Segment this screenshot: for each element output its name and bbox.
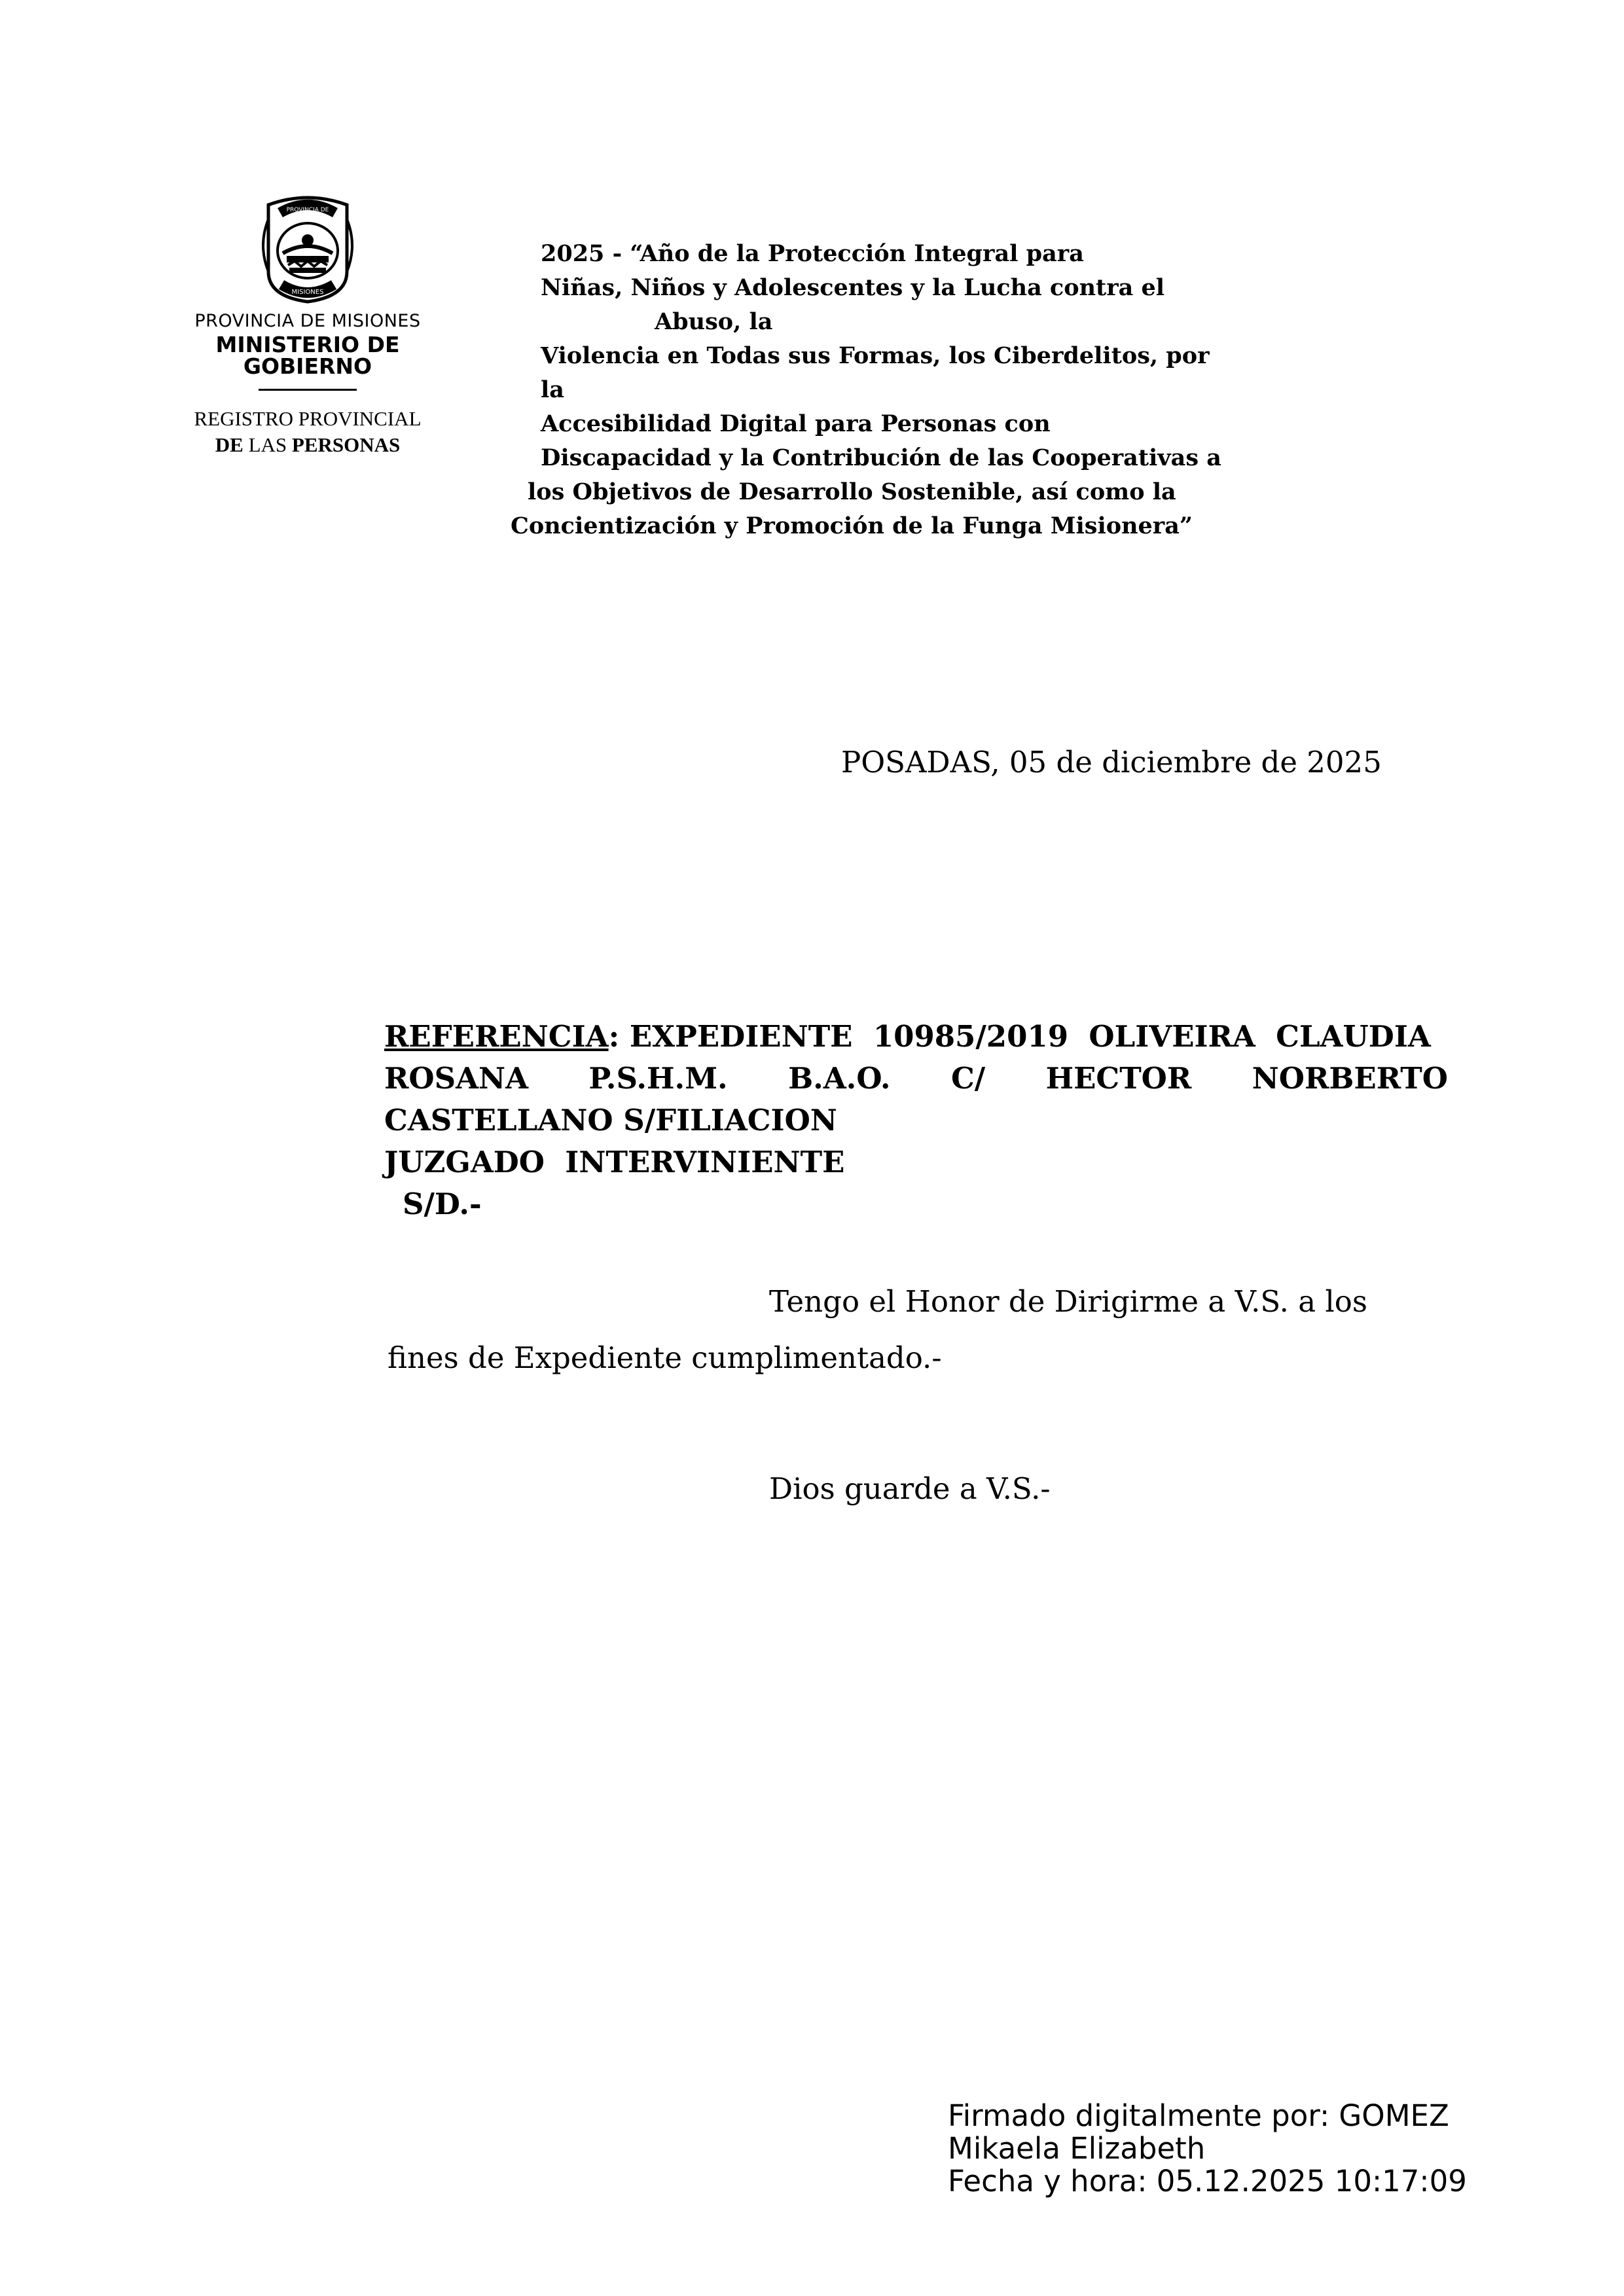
motto-line: Abuso, la: [655, 308, 773, 335]
body-paragraph-line-1: Tengo el Honor de Dirigirme a V.S. a los: [769, 1284, 1367, 1319]
motto-line: la: [541, 376, 564, 403]
letterhead-logo: [157, 193, 458, 391]
sd-line: S/D.-: [403, 1187, 482, 1221]
reference-line-1: REFERENCIA: EXPEDIENTE 10985/2019 OLIVEIRA CLAUDIA: [384, 1019, 1431, 1054]
digital-signature-stamp: [948, 2100, 1467, 2198]
ministry-name: MINISTERIO DE GOBIERNO: [215, 332, 400, 379]
registry-line-2: DE LAS PERSONAS: [215, 433, 401, 456]
court-line: JUZGADO INTERVINIENTE: [384, 1145, 845, 1179]
registry-line-1: REGISTRO PROVINCIAL: [194, 407, 422, 430]
reference-line-3: CASTELLANO S/FILIACION: [384, 1103, 837, 1138]
body-paragraph-line-2: fines de Expediente cumplimentado.-: [388, 1340, 942, 1375]
reference-line-2: ROSANA P.S.H.M. B.A.O. C/ HECTOR NORBERTO: [384, 1061, 1448, 1096]
motto-line: Discapacidad y la Contribución de las Cooperativas a: [541, 444, 1221, 471]
signature-line-3: Fecha y hora: 05.12.2025 10:17:09: [948, 2164, 1467, 2198]
motto-line: Concientización y Promoción de la Funga Misionera”: [511, 512, 1193, 539]
svg-text:PROVINCIA DE: PROVINCIA DE: [286, 207, 329, 213]
letterhead-divider: [259, 389, 357, 391]
svg-text:MISIONES: MISIONES: [291, 289, 324, 296]
motto-line: 2025 - “Año de la Protección Integral para: [541, 240, 1084, 267]
registry-name: [157, 406, 458, 458]
motto-line: Violencia en Todas sus Formas, los Ciberdelitos, por: [541, 342, 1210, 369]
provincial-coat-of-arms-icon: [249, 193, 367, 304]
reference-label: REFERENCIA: [384, 1019, 609, 1054]
motto-line: Accesibilidad Digital para Personas con: [541, 410, 1051, 437]
motto-line: Niñas, Niños y Adolescentes y la Lucha contra el: [541, 274, 1165, 301]
signature-line-2: Mikaela Elizabeth: [948, 2131, 1206, 2166]
province-name: PROVINCIA DE MISIONES: [194, 311, 421, 331]
date-line: POSADAS, 05 de diciembre de 2025: [841, 745, 1382, 780]
motto-line: los Objetivos de Desarrollo Sostenible, así como la: [528, 478, 1176, 505]
closing-line: Dios guarde a V.S.-: [769, 1471, 1051, 1506]
signature-line-1: Firmado digitalmente por: GOMEZ: [948, 2098, 1449, 2133]
